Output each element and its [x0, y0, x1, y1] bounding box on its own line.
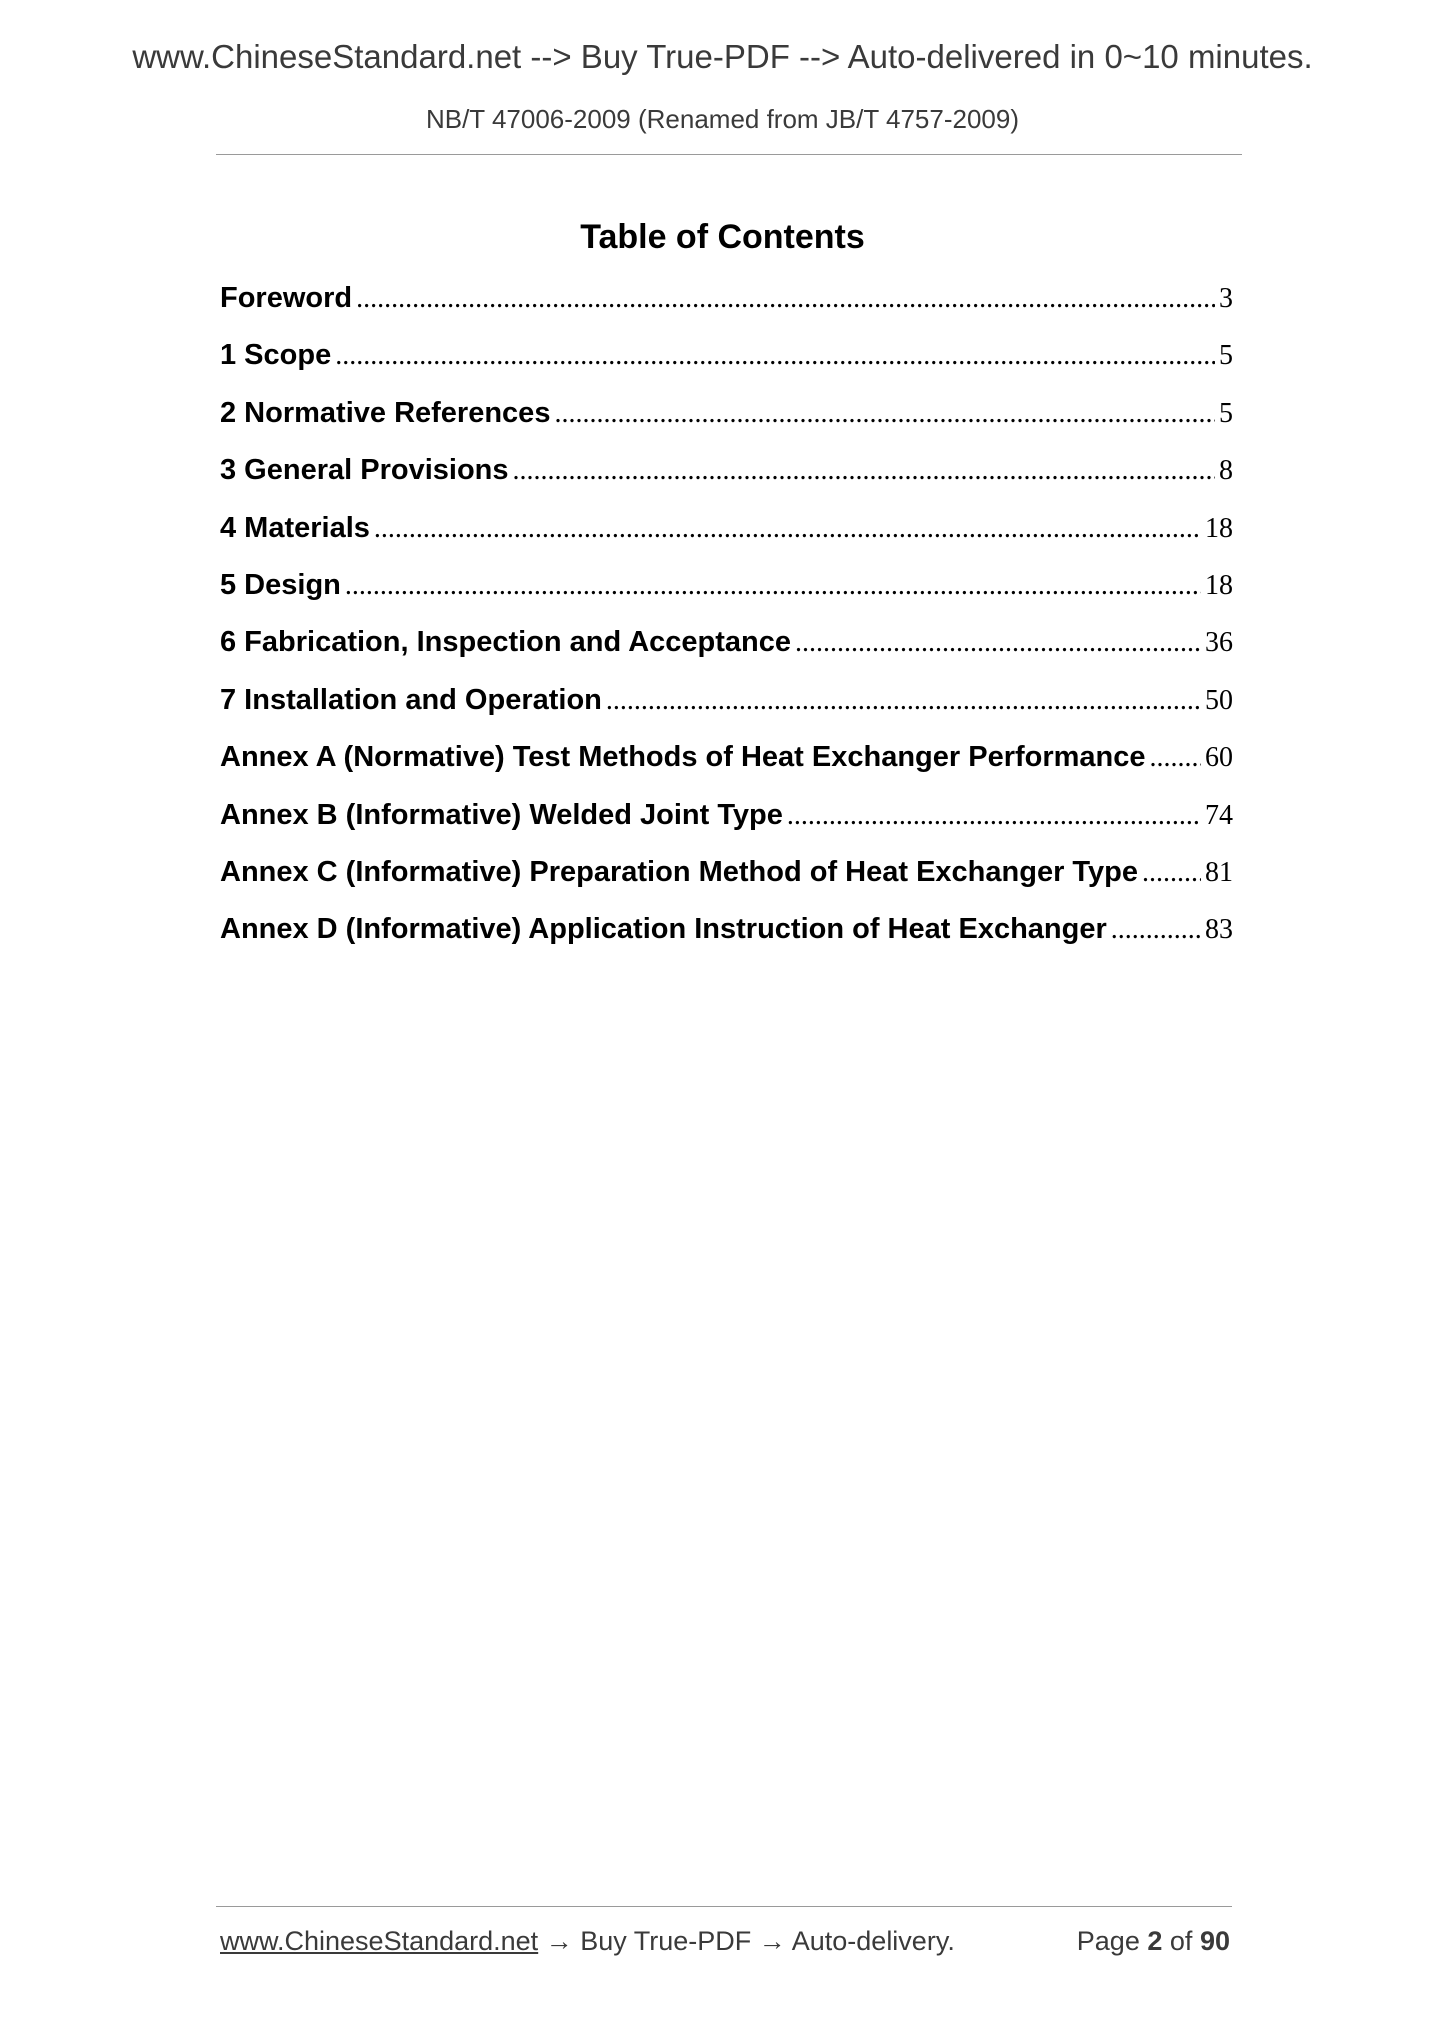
toc-dot-leader [606, 685, 1201, 717]
page-counter-total: 90 [1199, 1926, 1230, 1956]
footer-site-link[interactable]: www.ChineseStandard.net [220, 1926, 539, 1956]
toc-entry-page: 50 [1205, 684, 1233, 716]
toc-entry-materials[interactable] [220, 512, 1233, 569]
page-footer [220, 1926, 1230, 1957]
toc-list [220, 282, 1233, 971]
toc-entry-label: 6 Fabrication, Inspection and Acceptance [220, 626, 792, 659]
toc-entry-page: 18 [1205, 569, 1233, 601]
toc-entry-scope[interactable] [220, 339, 1233, 396]
toc-entry-label: Annex B (Informative) Welded Joint Type [220, 798, 783, 831]
toc-entry-foreword[interactable] [220, 282, 1233, 339]
toc-entry-label: 2 Normative References [220, 396, 551, 429]
toc-entry-label: Annex C (Informative) Preparation Method of Heat Exchanger Type [220, 855, 1138, 888]
toc-entry-annex-c[interactable] [220, 856, 1233, 913]
toc-entry-page: 60 [1205, 742, 1233, 774]
toc-entry-label: 1 Scope [220, 339, 332, 372]
toc-dot-leader [795, 627, 1201, 659]
toc-entry-design[interactable] [220, 569, 1233, 626]
toc-dot-leader [345, 570, 1201, 602]
toc-dot-leader [356, 283, 1215, 315]
toc-entry-annex-d[interactable] [220, 913, 1233, 970]
page-counter [1077, 1926, 1230, 1957]
page-counter-label: Page [1076, 1926, 1140, 1956]
toc-entry-page: 36 [1205, 627, 1233, 659]
toc-entry-page: 18 [1205, 512, 1233, 544]
page-counter-of: of [1169, 1926, 1193, 1956]
toc-entry-page: 8 [1219, 455, 1233, 487]
toc-entry-label: Annex A (Normative) Test Methods of Heat Exchanger Performance [220, 741, 1146, 774]
toc-dot-leader [787, 800, 1201, 832]
toc-dot-leader [554, 398, 1215, 430]
page-counter-current: 2 [1147, 1926, 1163, 1956]
toc-entry-page: 5 [1219, 397, 1233, 429]
toc-dot-leader [374, 513, 1201, 545]
toc-dot-leader [513, 455, 1215, 487]
toc-entry-label: 5 Design [220, 568, 341, 601]
toc-entry-page: 5 [1219, 340, 1233, 372]
toc-title: Table of Contents [580, 218, 865, 256]
document-id: NB/T 47006-2009 (Renamed from JB/T 4757-2009) [425, 104, 1020, 134]
top-banner: www.ChineseStandard.net --> Buy True-PDF --> Auto-delivered in 0~10 minutes. [132, 38, 1313, 75]
toc-entry-label: Annex D (Informative) Application Instruction of Heat Exchanger [220, 913, 1107, 946]
toc-entry-page: 3 [1219, 283, 1233, 314]
toc-entry-page: 81 [1205, 856, 1233, 888]
toc-entry-page: 74 [1205, 799, 1233, 831]
toc-entry-label: 4 Materials [220, 511, 370, 544]
toc-entry-label: 3 General Provisions [220, 454, 509, 487]
toc-dot-leader [1150, 742, 1201, 774]
toc-entry-page: 83 [1205, 914, 1233, 946]
toc-entry-annex-b[interactable] [220, 799, 1233, 856]
toc-entry-installation[interactable] [220, 684, 1233, 741]
toc-entry-annex-a[interactable] [220, 741, 1233, 798]
toc-entry-label: 7 Installation and Operation [220, 683, 602, 716]
toc-entry-normative-references[interactable] [220, 397, 1233, 454]
header-divider [216, 154, 1242, 155]
toc-entry-label: Foreword [220, 282, 353, 314]
footer-tagline: → Buy True-PDF → Auto-delivery. [538, 1926, 955, 1956]
toc-dot-leader [1142, 857, 1201, 889]
toc-dot-leader [335, 340, 1215, 372]
footer-divider [216, 1906, 1232, 1907]
toc-dot-leader [1111, 914, 1201, 946]
toc-entry-general-provisions[interactable] [220, 454, 1233, 511]
toc-entry-fabrication[interactable] [220, 626, 1233, 683]
